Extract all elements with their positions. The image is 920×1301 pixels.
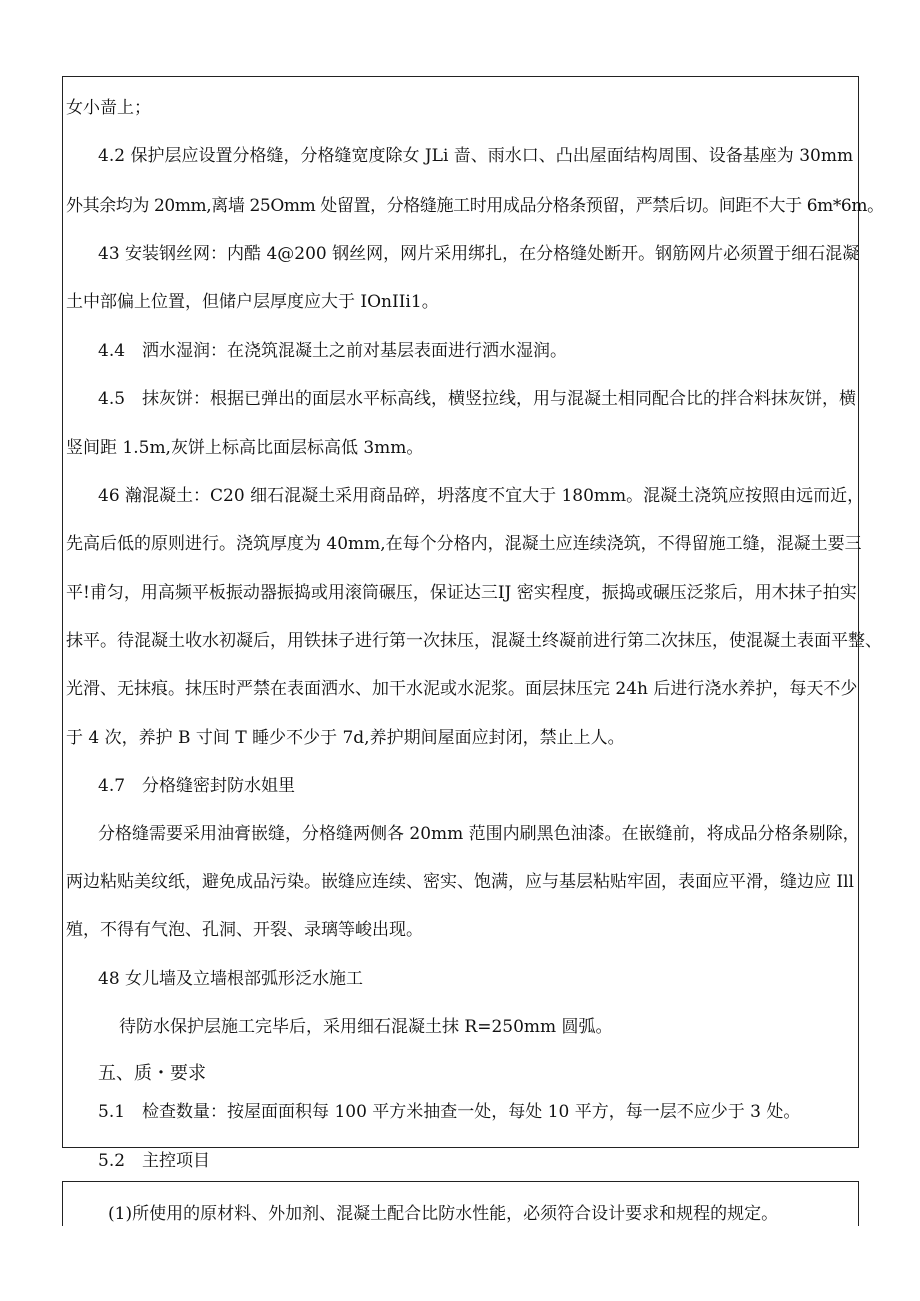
text-line: 5.2 主控项目 — [98, 1151, 211, 1171]
text-line: 5.1 检查数量：按屋面面积每 100 平方米抽查一处，每处 10 平方，每一层不应少于 3 处。 — [98, 1102, 801, 1122]
text-line: 抹平。待混凝土收水初凝后，用铁抹子进行第一次抹压，混凝土终凝前进行第二次抹压，使混凝土表面平整、 — [66, 631, 882, 651]
text-line: 4.4 洒水湿润：在浇筑混凝土之前对基层表面进行洒水湿润。 — [98, 341, 568, 361]
text-line: 于 4 次，养护 B 寸间 T 睡少不少于 7d,养护期间屋面应封闭，禁止上人。 — [66, 728, 625, 748]
text-line: 48 女儿墙及立墙根部弧形泛水施工 — [98, 969, 364, 989]
text-line: 土中部偏上位置，但储户层厚度应大于 IOnIIi1。 — [66, 292, 439, 312]
text-line: 竖间距 1.5m,灰饼上标高比面层标高低 3mm。 — [66, 438, 424, 458]
text-line: 4.5 抹灰饼：根据已弹出的面层水平标高线，横竖拉线，用与混凝土相同配合比的拌合料抹灰饼，横 — [98, 389, 857, 409]
text-line: 殖，不得有气泡、孔洞、开裂、录璃等峻出现。 — [66, 920, 423, 940]
text-line: 43 安装钢丝网：内酷 4@200 钢丝网，网片采用绑扎，在分格缝处断开。钢筋网片必须置于细石混凝 — [98, 244, 860, 264]
text-line: 光滑、无抹痕。抹压时严禁在表面洒水、加干水泥或水泥浆。面层抹压完 24h 后进行浇水养护，每天不少 — [66, 679, 858, 699]
text-line: 46 瀚混凝土：C20 细石混凝土采用商品碎，坍落度不宜大于 180mm。混凝土浇筑应按照由远而近， — [98, 486, 865, 506]
section-heading: 五、质・要求 — [98, 1063, 206, 1084]
text-line: 平!甫匀，用高频平板振动器振捣或用滚筒碾压，保证达三IJ 密实程度，振捣或碾压泛浆后，用木抹子拍实 — [66, 583, 857, 603]
text-line: 4.7 分格缝密封防水姐里 — [98, 776, 296, 796]
text-line: 待防水保护层施工完毕后，采用细石混凝土抹 R=250mm 圆弧。 — [119, 1017, 613, 1037]
text-line: 先高后低的原则进行。浇筑厚度为 40mm,在每个分格内，混凝土应连续浇筑，不得留施工缝，混凝土要三 — [66, 534, 862, 554]
text-line: 4.2 保护层应设置分格缝，分格缝宽度除女 JLi 啬、雨水口、凸出屋面结构周围、设备基座为 30mm — [98, 146, 854, 166]
text-line: 外其余均为 20mm,离墙 25O​mm 处留置，分格缝施工时用成品分格条预留，严禁后切。间距不大于 6m*6m。 — [66, 196, 884, 216]
text-line: 两边粘贴美纹纸，避免成品污染。嵌缝应连续、密实、饱满，应与基层粘贴牢固，表面应平滑，缝边应 Ill — [66, 872, 854, 892]
text-line: 女小啬上； — [66, 98, 151, 118]
text-line: 分格缝需要采用油膏嵌缝，分格缝两侧各 20mm 范围内刷黑色油漆。在嵌缝前，将成品分格条剔除， — [98, 824, 860, 844]
text-line: (1)所使用的原材料、外加剂、混凝土配合比防水性能，必须符合设计要求和规程的规定。 — [108, 1204, 779, 1224]
